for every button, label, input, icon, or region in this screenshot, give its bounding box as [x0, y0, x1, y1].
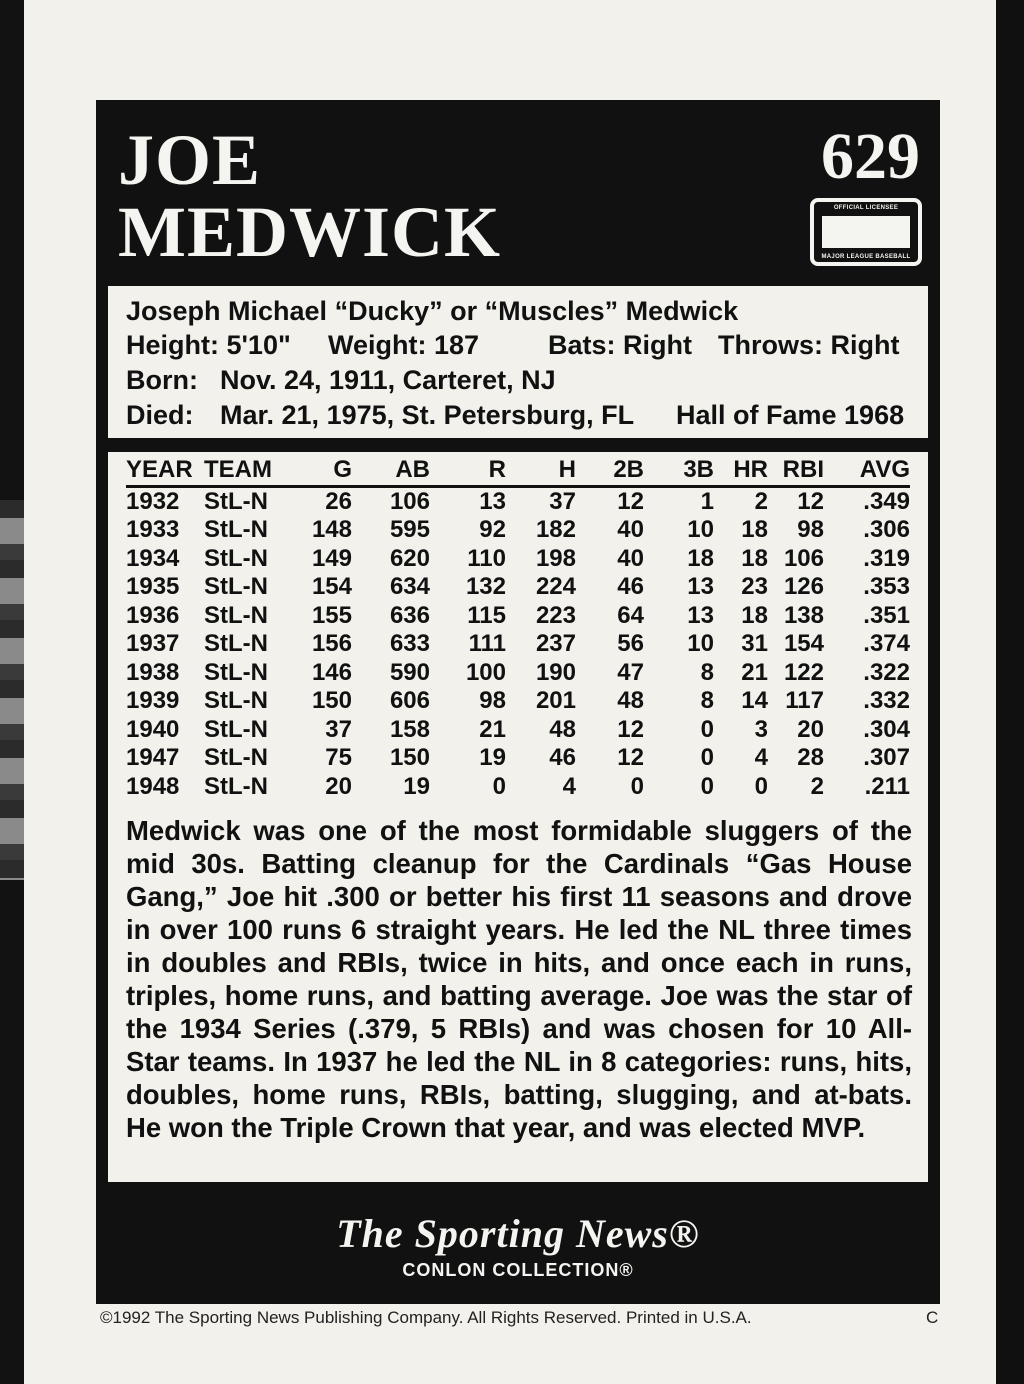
- stats-cell: 110: [467, 544, 506, 572]
- stats-cell: 40: [617, 516, 644, 543]
- born-label: Born:: [126, 365, 198, 395]
- stats-cell: 2: [810, 772, 824, 800]
- bats: Bats: Right: [548, 330, 692, 360]
- stats-cell: 182: [535, 516, 576, 543]
- stats-row: [126, 486, 910, 516]
- col-header: G: [294, 456, 352, 486]
- stats-cell: 26: [325, 487, 352, 515]
- stats-cell: 0: [700, 772, 714, 800]
- stats-cell: 154: [783, 630, 824, 657]
- logo-top-text: OFFICIAL LICENSEE: [833, 205, 899, 211]
- stats-cell: 19: [479, 744, 506, 771]
- stats-cell: StL-N: [204, 744, 268, 771]
- stats-cell: 115: [467, 601, 506, 629]
- stats-cell: 12: [617, 715, 644, 743]
- stats-cell: .306: [863, 516, 910, 543]
- stats-cell: 122: [783, 658, 824, 686]
- stats-cell: 1948: [126, 772, 180, 800]
- stats-cell: 190: [535, 658, 576, 686]
- scan-right-edge: [996, 0, 1024, 1384]
- stats-cell: 37: [549, 487, 576, 515]
- col-header: HR: [714, 456, 768, 486]
- stats-cell: 13: [479, 487, 506, 515]
- stats-cell: StL-N: [204, 573, 268, 600]
- died-value: Mar. 21, 1975, St. Petersburg, FL: [220, 400, 635, 430]
- stats-cell: .307: [863, 744, 910, 771]
- stats-cell: 46: [549, 744, 576, 771]
- stats-header-row: [126, 456, 910, 486]
- stats-cell: 620: [389, 544, 430, 572]
- stats-cell: 19: [403, 772, 430, 800]
- stats-cell: 0: [700, 744, 714, 771]
- corner-code: C: [926, 1308, 939, 1327]
- stats-row: [126, 687, 910, 716]
- card-header: [96, 100, 940, 286]
- stats-cell: 223: [535, 601, 576, 629]
- scan-left-edge: [0, 0, 24, 1384]
- stats-cell: 138: [783, 601, 824, 629]
- stats-row: [126, 659, 910, 688]
- stats-cell: 0: [754, 772, 768, 800]
- stats-cell: 1935: [126, 573, 180, 600]
- stats-cell: 126: [783, 573, 824, 600]
- stats-cell: 2: [754, 487, 768, 515]
- stats-cell: 1938: [126, 658, 180, 686]
- stats-table: [126, 456, 910, 801]
- stats-cell: 98: [479, 687, 506, 714]
- stats-cell: 1940: [126, 715, 180, 743]
- stats-cell: 47: [617, 658, 644, 686]
- stats-cell: 40: [617, 544, 644, 572]
- card-number: 629: [821, 120, 920, 193]
- stats-cell: 18: [741, 544, 768, 572]
- stats-cell: 1937: [126, 630, 180, 657]
- stats-cell: 1: [700, 487, 714, 515]
- weight: Weight: 187: [328, 330, 480, 360]
- stats-cell: 595: [389, 516, 430, 543]
- scan-edge-shading: [0, 500, 24, 880]
- stats-cell: 237: [535, 630, 576, 657]
- col-header: AVG: [824, 456, 910, 486]
- stats-cell: StL-N: [204, 687, 268, 714]
- stats-cell: 31: [741, 630, 768, 657]
- stats-cell: 18: [741, 601, 768, 629]
- logo-bottom-text: MAJOR LEAGUE BASEBALL: [821, 254, 911, 260]
- stats-cell: 13: [687, 573, 714, 600]
- player-first-name: JOE: [118, 120, 262, 200]
- stats-cell: StL-N: [204, 658, 268, 686]
- stats-cell: StL-N: [204, 715, 268, 743]
- stats-cell: .374: [863, 630, 910, 657]
- stats-cell: 111: [468, 630, 506, 657]
- col-header: R: [430, 456, 506, 486]
- stats-cell: 198: [535, 544, 576, 572]
- stats-cell: 4: [562, 772, 576, 800]
- career-summary: Medwick was one of the most formidable sluggers of the mid 30s. Batting cleanup for the Cardinals “Gas House Gang,” Joe hit .300 or better his first 11 seasons and drove in over 100 runs 6 straight years. He led the NL three times in doubles and RBIs, twice in hits, and once each in runs, triples, home runs, and batting average. Joe was the star of the 1934 Series (.379, 5 RBIs) and was chosen for 10 All-Star teams. In 1937 he led the NL in 8 categories: runs, hits, doubles, home runs, RBIs, batting, slugging, and at-bats. He won the Triple Crown that year, and was elected MVP.: [126, 815, 912, 1143]
- stats-cell: 37: [325, 715, 352, 743]
- stats-cell: 106: [783, 544, 824, 572]
- stats-cell: 146: [311, 658, 352, 686]
- stats-row: [126, 744, 910, 773]
- stats-cell: .304: [863, 715, 910, 743]
- stats-cell: 48: [549, 715, 576, 743]
- stats-cell: 10: [687, 630, 714, 657]
- stats-cell: 48: [617, 687, 644, 714]
- stats-cell: 590: [389, 658, 430, 686]
- stats-cell: 21: [741, 658, 768, 686]
- died-label: Died:: [126, 400, 194, 430]
- stats-row: [126, 602, 910, 631]
- stats-cell: StL-N: [204, 772, 268, 800]
- stats-cell: 1947: [126, 744, 180, 771]
- born-value: Nov. 24, 1911, Carteret, NJ: [220, 365, 556, 395]
- stats-cell: 12: [617, 487, 644, 515]
- stats-cell: 56: [617, 630, 644, 657]
- stats-body: [126, 486, 910, 801]
- stats-cell: 3: [754, 715, 768, 743]
- stats-cell: 13: [687, 601, 714, 629]
- stats-cell: 4: [754, 744, 768, 771]
- stats-cell: .353: [863, 573, 910, 600]
- sporting-news-logo: The Sporting News®: [336, 1211, 700, 1256]
- stats-cell: 64: [617, 601, 644, 629]
- stats-cell: 20: [325, 772, 352, 800]
- stats-cell: StL-N: [204, 601, 268, 629]
- col-header: RBI: [768, 456, 824, 486]
- stats-cell: 100: [465, 658, 506, 686]
- stats-cell: .349: [863, 487, 910, 515]
- stats-cell: 149: [311, 544, 352, 572]
- full-name: Joseph Michael “Ducky” or “Muscles” Medwick: [126, 296, 739, 326]
- height: Height: 5'10": [126, 330, 291, 360]
- stats-cell: 28: [797, 744, 824, 771]
- logo-silhouette: [822, 216, 910, 248]
- mlb-logo-icon: [810, 198, 922, 266]
- stats-cell: 21: [479, 715, 506, 743]
- stats-row: [126, 545, 910, 574]
- stats-cell: 156: [311, 630, 352, 657]
- stats-cell: 1939: [126, 687, 180, 714]
- stats-cell: 75: [325, 744, 352, 771]
- col-header: 3B: [644, 456, 714, 486]
- stats-cell: 636: [389, 601, 430, 629]
- throws: Throws: Right: [718, 330, 900, 360]
- col-header: YEAR: [126, 456, 204, 486]
- stats-cell: 46: [617, 573, 644, 600]
- stats-cell: 18: [741, 516, 768, 543]
- stats-cell: 92: [479, 516, 506, 543]
- stats-cell: .322: [863, 658, 910, 686]
- col-header: 2B: [576, 456, 644, 486]
- stats-cell: 201: [535, 687, 576, 714]
- stats-cell: 158: [389, 715, 430, 743]
- stats-cell: 148: [311, 516, 352, 543]
- stats-cell: .351: [863, 601, 910, 629]
- stats-cell: 0: [700, 715, 714, 743]
- stats-cell: 634: [389, 573, 430, 600]
- stats-cell: 132: [465, 573, 506, 600]
- stats-cell: StL-N: [204, 516, 268, 543]
- player-last-name: MEDWICK: [118, 192, 501, 272]
- bio-panel: [108, 286, 928, 438]
- stats-cell: 0: [630, 772, 644, 800]
- stats-cell: 10: [687, 516, 714, 543]
- stats-cell: 155: [311, 601, 352, 629]
- stats-cell: .332: [863, 687, 910, 714]
- stats-row: [126, 573, 910, 602]
- stats-cell: 633: [389, 630, 430, 657]
- stats-row: [126, 773, 910, 802]
- stats-cell: StL-N: [204, 544, 268, 572]
- stats-cell: StL-N: [204, 487, 268, 515]
- stats-cell: 1932: [126, 487, 180, 515]
- copyright-line: ©1992 The Sporting News Publishing Company. All Rights Reserved. Printed in U.S.A.: [100, 1308, 752, 1327]
- stats-cell: 1934: [126, 544, 180, 572]
- col-header: H: [506, 456, 576, 486]
- stats-cell: 8: [700, 658, 714, 686]
- stats-cell: 606: [389, 687, 430, 714]
- stats-cell: 154: [311, 573, 352, 600]
- stats-cell: .211: [864, 772, 910, 800]
- stats-cell: 1933: [126, 516, 180, 543]
- stats-cell: StL-N: [204, 630, 268, 657]
- stats-cell: 23: [741, 573, 768, 600]
- stats-row: [126, 630, 910, 659]
- stats-cell: 0: [492, 772, 506, 800]
- col-header: TEAM: [204, 456, 294, 486]
- col-header: AB: [352, 456, 430, 486]
- stats-cell: 14: [741, 687, 768, 714]
- stats-cell: 20: [797, 715, 824, 743]
- stats-cell: .319: [863, 544, 910, 572]
- stats-row: [126, 516, 910, 545]
- stats-cell: 12: [617, 744, 644, 771]
- stats-cell: 117: [785, 687, 824, 714]
- stats-panel: [108, 452, 928, 1182]
- stats-cell: 18: [687, 544, 714, 572]
- hall-of-fame: Hall of Fame 1968: [676, 400, 905, 430]
- stats-row: [126, 716, 910, 745]
- stats-cell: 224: [535, 573, 576, 600]
- stats-cell: 106: [389, 487, 430, 515]
- stats-cell: 12: [797, 487, 824, 515]
- stats-cell: 150: [311, 687, 352, 714]
- conlon-collection: CONLON COLLECTION®: [402, 1260, 634, 1280]
- stats-cell: 1936: [126, 601, 180, 629]
- stats-cell: 8: [700, 687, 714, 714]
- card-back: [96, 100, 940, 1304]
- stats-cell: 150: [389, 744, 430, 771]
- stats-cell: 98: [797, 516, 824, 543]
